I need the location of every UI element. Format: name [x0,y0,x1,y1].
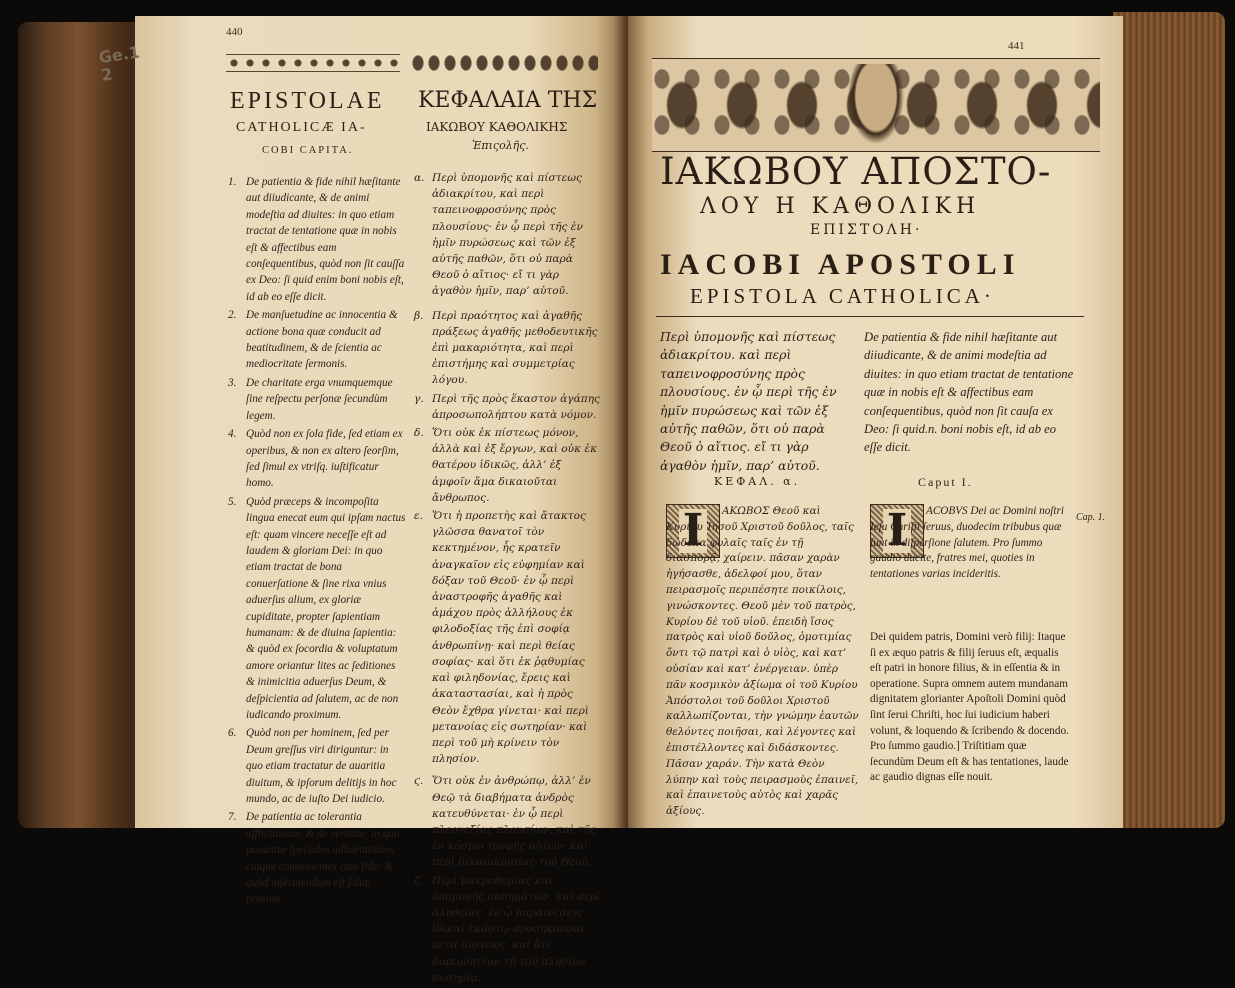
greek-chapter-list [414,170,602,988]
latin-heading-3: COBI CAPITA. [262,145,354,156]
latin-item-2: 2. De manſuetudine ac innocentia & actione bona quæ conducit ad beatitudinem, & de ſcientia ac mediocritate ſermonis. [228,309,398,371]
pencil-mark: Ge.1 2 [97,42,142,85]
latin-body-intro: ACOBVS Dei ac Domini noſtri Ieſu Chriſti ſeruus, duodecim tribubus quæ ſunt in diſperſione ſalutem. Pro ſummo gaudio ducite, fratres mei, quoties in tentationes varias incideritis. [870,505,1064,581]
greek-item-1: α. Περὶ ὑπομονῆς καὶ πίστεως ἀδιακρίτου, καὶ περὶ ταπεινοφροσύνης πρὸς πλουσίους· ἐν ᾧ περὶ τῆς ἐν ἡμῖν πυρώσεως καὶ τῶν ἐξ αὐτῆς παθῶν, ὅτι οὐ παρὰ Θεοῦ ὁ αἴτιος· εἴ τι γὰρ ἀγαθὸν ἡμῖν, παρ’ αὐτοῦ. [414,172,583,298]
right-page-number: 441 [1008,40,1025,52]
latin-item-1: 1. De patientia & fide nihil hæſitante aut diiudicante, & de animi modeſtia ad diuites: in quo etiam tractat de tentatione quæ in nobis eſt & affectibus eam conſequentibus, quòd non ſit cauſſa ex Deo: ſi quid enim boni nobis eſt, id ab eo eſſe dicit. [228,176,405,303]
book-left-edge [18,22,150,828]
title-rule [656,316,1084,317]
latin-item-6: 6. Quòd non per hominem, ſed per Deum greſſus viri diriguntur: in quo etiam tractatur de auaritia diuitum, & ipſorum delitijs in hoc mundo, ac de iuſto Dei iudicio. [228,727,397,806]
latin-item-4: 4. Quòd non ex ſola fide, ſed etiam ex operibus, & non ex altero ſeorſim, ſed ſimul ex vtriſq. iuſtificatur homo. [228,428,403,490]
greek-heading-2: ΙΑΚΩΒΟΥ ΚΑΘΟΛΙΚΗΣ [426,120,568,134]
latin-item-5: 5. Quòd præceps & incompoſita lingua enecat eum qui ipſam nactus eſt: quam vincere neceſſe eſt ad laudem & gloriam Dei: in quo etiam tractat de bona conuerſatione & ſine rixa vnius aduerſus alium, ex gloriæ cupiditate, propter ſapientiam humanam: & de diuina ſapientia: & quòd ex ſocordia & voluptatum amore oriantur lites ac ſeditiones & inimicitia aduerſus Deum, & deſpicientia ad ſalutem, ac de non iudicando proximum. [228,495,406,721]
greek-body-text: ΑΚΩΒΟΣ Θεοῦ καὶ Κυρίου Ἰησοῦ Χριστοῦ δοῦλος, ταῖς δώδεκα φυλαῖς ταῖς ἐν τῇ διασπορᾷ, χαίρειν. πᾶσαν χαρὰν ἡγήσασθε, ἀδελφοί μου, ὅταν πειρασμοῖς περιπέσητε ποικίλοις, γινώσκοντες. Θεοῦ μὲν τοῦ πατρὸς, Κυρίου δὲ τοῦ υἱοῦ. ἐπειδὴ ἴσος πατρὸς καὶ υἱοῦ δοῦλος, ὁμοτιμίας ὄντι τῷ πατρὶ καὶ ὁ υἱὸς, καὶ κατ’ οὐσίαν καὶ κατ’ ἐνέργειαν. ὑπὲρ πᾶν κοσμικὸν ἀξίωμα οἱ τοῦ Κυρίου Ἀπόστολοι τοῦ δοῦλοι Χριστοῦ καλλωπίζονται, τὴν γνώμην ἑαυτῶν θελόντες ποιῆσαι, καὶ λέγοντες καὶ ἐπιστέλλοντες καὶ διδάσκοντες. Πᾶσαν χαράν. Τὴν κατὰ Θεὸν λύπην καὶ τοὺς πειρασμοὺς ἐπαινεῖ, καὶ ἐπαινετοὺς αὐτὸς καὶ χαρᾶς ἀξίους. [666,505,859,818]
latin-heading-1: EPISTOLAE [230,88,385,114]
latin-drop-cap: I [870,504,924,558]
greek-title-3: ΕΠΙΣΤΟΛΗ· [810,222,923,238]
greek-item-2: β. Περὶ πραότητος καὶ ἀγαθῆς πράξεως ἀγαθῆς μεθοδευτικῆς ἐπὶ μακαριότητα, καὶ περὶ ἐπιστήμης καὶ συμμετρίας λόγου. [414,309,598,387]
greek-heading-3: Ἐπιςολῆς. [472,139,529,152]
cherub-ornament-icon [848,64,904,144]
book-right-edge [1113,12,1225,828]
greek-heading-1: ΚΕΦΑΛΑΙΑ ΤΗΣ [418,88,598,113]
greek-title-2: ΛΟΥ Η ΚΑΘΟΛΙΚΗ [700,194,981,219]
latin-heading-2: CATHOLICÆ IA- [236,120,367,135]
greek-title-1: ΙΑΚΩΒΟΥ ΑΠΟΣΤΟ- [660,150,1052,193]
greek-item-7: ζ. Περὶ μακροθυμίας καὶ ὑπομονῆς παθημάτων, καὶ περὶ ἀληθείας· ἐν ᾧ παραινέσεις ἰδικαὶ ἑκάστῳ προσήκουσαι μετὰ πίστεως· καὶ ὅτι διακονητέον τῇ τοῦ πλησίον σωτηρίᾳ. [414,874,601,984]
greek-argument: Περὶ ὑπομονῆς καὶ πίστεως ἀδιακρίτου. καὶ περὶ ταπεινοφροσύνης πρὸς πλουσίους. ἐν ᾧ περὶ τῆς ἐν ἡμῖν πυρώσεως καὶ τῶν ἐξ αὐτῆς παθῶν, ὅτι οὐ παρὰ Θεοῦ ὁ αἴτιος. εἴ τι γὰρ ἀγαθὸν ἡμῖν, παρ’ αὐτοῦ. [660,329,837,473]
left-ornament-latin [226,52,400,74]
greek-item-4: δ. Ὅτι οὐκ ἐκ πίστεως μόνον, ἀλλὰ καὶ ἐξ ἔργων, καὶ οὐκ ἐκ θατέρου ἰδικῶς, ἀλλ’ ἐξ ἀμφοῖν ἅμα δικαιοῦται ἄνθρωπος. [414,427,598,504]
latin-title-1: IACOBI APOSTOLI [660,248,1021,281]
left-page-number: 440 [226,26,243,38]
latin-item-3: 3. De charitate erga vnumquemque ſine reſpectu perſonæ ſecundùm legem. [228,376,393,422]
latin-item-7: 7. De patientia ac tolerantia afflictionum, & de veritate: in quo ponuntur ſpeciales adhortationes cuique conuenientes cum fide: & quòd inſeruiendum eſt ſaluti proximi. [228,811,400,906]
greek-item-5: ε. Ὅτι ἡ προπετὴς καὶ ἄτακτος γλῶσσα θανατοῖ τὸν κεκτημένον, ἧς κρατεῖν ἀναγκαῖον εἰς εὐφημίαν καὶ δόξαν τοῦ Θεοῦ· ἐν ᾧ περὶ ἀναστροφῆς ἀγαθῆς καὶ ἀμάχου πρὸς ἀλλήλους ἐκ φιλοδοξίας τῆς ἐπὶ σοφίᾳ ἀνθρωπίνῃ· καὶ περὶ θείας σοφίας· καὶ ὅτι ἐκ ῥᾳθυμίας καὶ φιληδονίας, ἔρεις καὶ ἀκαταστασίαι, καὶ ἡ πρὸς Θεὸν ἔχθρα γίνεται· καὶ περὶ μετανοίας εἰς σωτηρίαν· καὶ περὶ τοῦ μὴ κρίνειν τὸν πλησίον. [414,510,589,766]
latin-argument: De patientia & fide nihil hæſitante aut diiudicante, & de animi modeſtia ad diuites: in quo etiam tractat de tentatione quæ in nobis eſt & affectibus eam conſequentibus, quòd non ſit cauſa ex Deo: ſi quid.n. boni nobis eſt, id ab eo eſſe dicit. [864,330,1074,455]
latin-chapter-list [228,174,406,910]
latin-title-2: EPISTOLA CATHOLICA· [690,284,995,308]
margin-note: Cap. 1. [1076,512,1106,523]
latin-commentary: Dei quidem patris, Domini verò filij: Itaque ſi ex æquo patris & filij ſeruus eſt, æqualis eſt patri in honore filius, & in eſſentia & in operatione. Supra omnem autem mundanam dignitatem glorianter Apoſtoli Domini quòd ſint ſerui Chriſti, hoc ſui iudicium haberi volunt, & loquendo & ſcribendo & docendo. Pro ſummo gaudio.] Triſtitiam quæ ſecundùm Deum eſt & has tentationes, laude ac gaudio dignas eſſe nouit. [870,631,1069,784]
latin-chapter-heading: Caput I. [918,475,973,489]
greek-drop-cap: Ι [666,504,720,558]
greek-item-3: γ. Περὶ τῆς πρὸς ἕκαστον ἀγάπης ἀπροσωπολήπτου κατὰ νόμον. [414,392,600,421]
greek-item-6: ϛ. Ὅτι οὐκ ἐν ἀνθρώπῳ, ἀλλ’ ἐν Θεῷ τὰ διαβήματα ἀνδρὸς κατευθύνεται· ἐν ᾧ περὶ πλεονεξίας πλουσίων, καὶ τῆς ἐν κόσμῳ τρυφῆς αὐτῶν· καὶ περὶ δικαιοκρισίας τοῦ Θεοῦ. [414,775,596,869]
greek-chapter-heading: ΚΕΦΑΛ. α. [714,475,801,488]
left-ornament-greek [410,52,598,74]
